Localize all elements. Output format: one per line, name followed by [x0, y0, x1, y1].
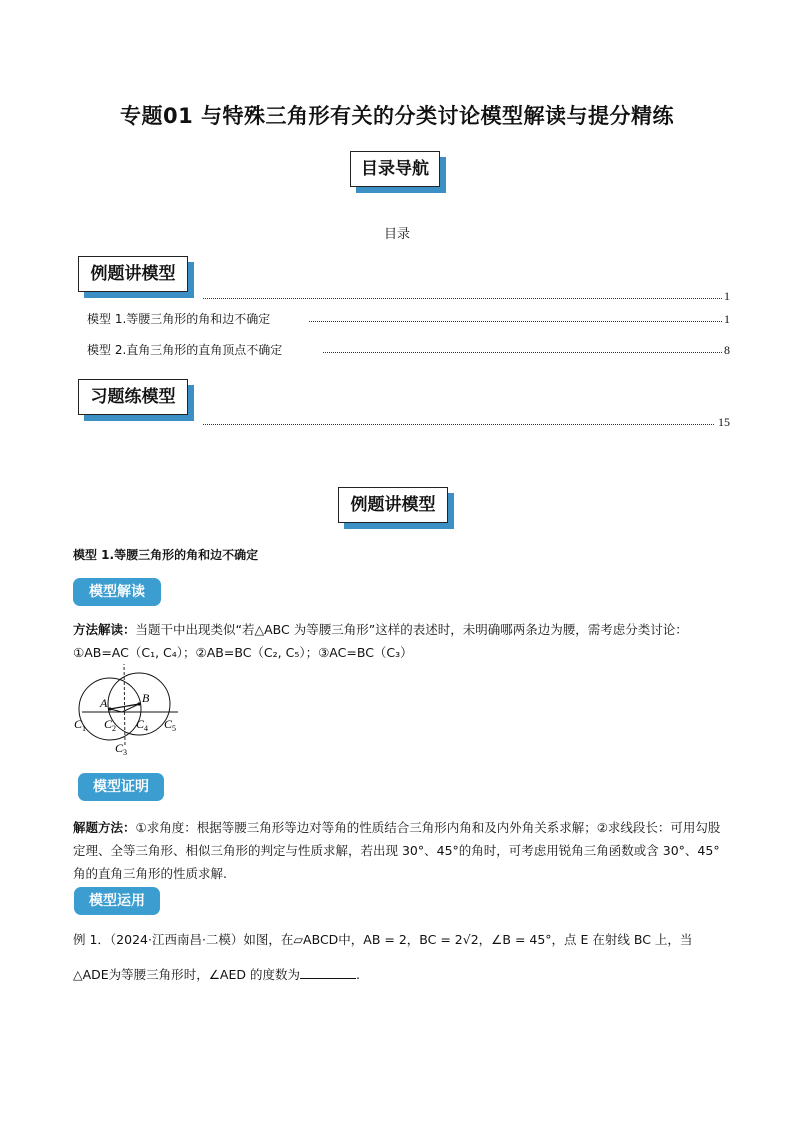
example-line-1: 例 1．（2024·江西南昌·二模）如图，在▱ABCD中，AB = 2，BC = 2√2，∠B = 45°，点 E 在射线 BC 上，当: [73, 932, 693, 947]
method-paragraph: [73, 618, 723, 664]
toc-section1-box[interactable]: 例题讲模型: [78, 256, 188, 292]
point-sub-4: 4: [144, 724, 148, 733]
solve-text: ①求角度：根据等腰三角形等边对等角的性质结合三角形内角和及内外角关系求解；②求线段长：可用勾股定理、全等三角形、相似三角形的判定与性质求解，若出现 30°、45°的角时，可考虑用锐角三角函数或含 30°、45°角的直角三角形的性质求解.: [73, 820, 721, 881]
toc-entry-model1[interactable]: [87, 310, 730, 328]
model-proof-pill: 模型证明: [78, 773, 164, 801]
point-sub-2: 2: [112, 724, 116, 733]
toc-page-number: 1: [724, 312, 730, 326]
toc-section1-line[interactable]: [203, 287, 730, 305]
toc-page-number: 15: [718, 415, 730, 429]
toc-section2-box[interactable]: 习题练模型: [78, 379, 188, 415]
point-sub-3: 3: [123, 748, 127, 757]
page-title: 专题01 与特殊三角形有关的分类讨论模型解读与提分精练: [119, 104, 675, 128]
model1-heading: 模型 1.等腰三角形的角和边不确定: [73, 548, 259, 562]
nav-box: 目录导航: [350, 151, 440, 187]
toc-page-number: 1: [724, 289, 730, 303]
toc-entry-text: 模型 1.等腰三角形的角和边不确定: [87, 312, 271, 326]
point-label-c5: C: [164, 717, 173, 731]
point-sub-1: 1: [82, 724, 86, 733]
toc-page-number: 8: [724, 343, 730, 357]
point-label-a: A: [100, 696, 108, 710]
toc-entry-text: 模型 2.直角三角形的直角顶点不确定: [87, 343, 283, 357]
point-label-b: B: [142, 691, 150, 705]
example-question: △ADE为等腰三角形时，∠AED 的度数为: [73, 967, 300, 982]
point-label-c3: C: [115, 741, 124, 755]
point-label-c4: C: [136, 717, 145, 731]
toc-section2-line[interactable]: [203, 413, 730, 431]
solve-label: 解题方法：: [73, 820, 136, 835]
point-label-c1: C: [74, 717, 83, 731]
section-heading: 例题讲模型: [338, 487, 448, 523]
method-label: 方法解读：: [73, 622, 136, 637]
example-period: .: [355, 967, 360, 982]
example-line-2: [73, 963, 733, 986]
isosceles-construction-figure: [70, 664, 190, 760]
answer-blank[interactable]: [300, 966, 356, 979]
model-interpret-pill: 模型解读: [73, 578, 161, 606]
method-text: 当题干中出现类似“若△ABC 为等腰三角形”这样的表述时，未明确哪两条边为腰，需考虑分类讨论：①AB=AC（C₁, C₄）；②AB=BC（C₂, C₅）；③AC=BC（C₃）: [73, 622, 688, 660]
model-apply-pill: 模型运用: [74, 887, 160, 915]
point-sub-5: 5: [172, 724, 176, 733]
point-label-c2: C: [104, 717, 113, 731]
toc-entry-model2[interactable]: [87, 341, 730, 359]
solve-paragraph: [73, 816, 723, 885]
toc-label: 目录: [383, 227, 410, 242]
